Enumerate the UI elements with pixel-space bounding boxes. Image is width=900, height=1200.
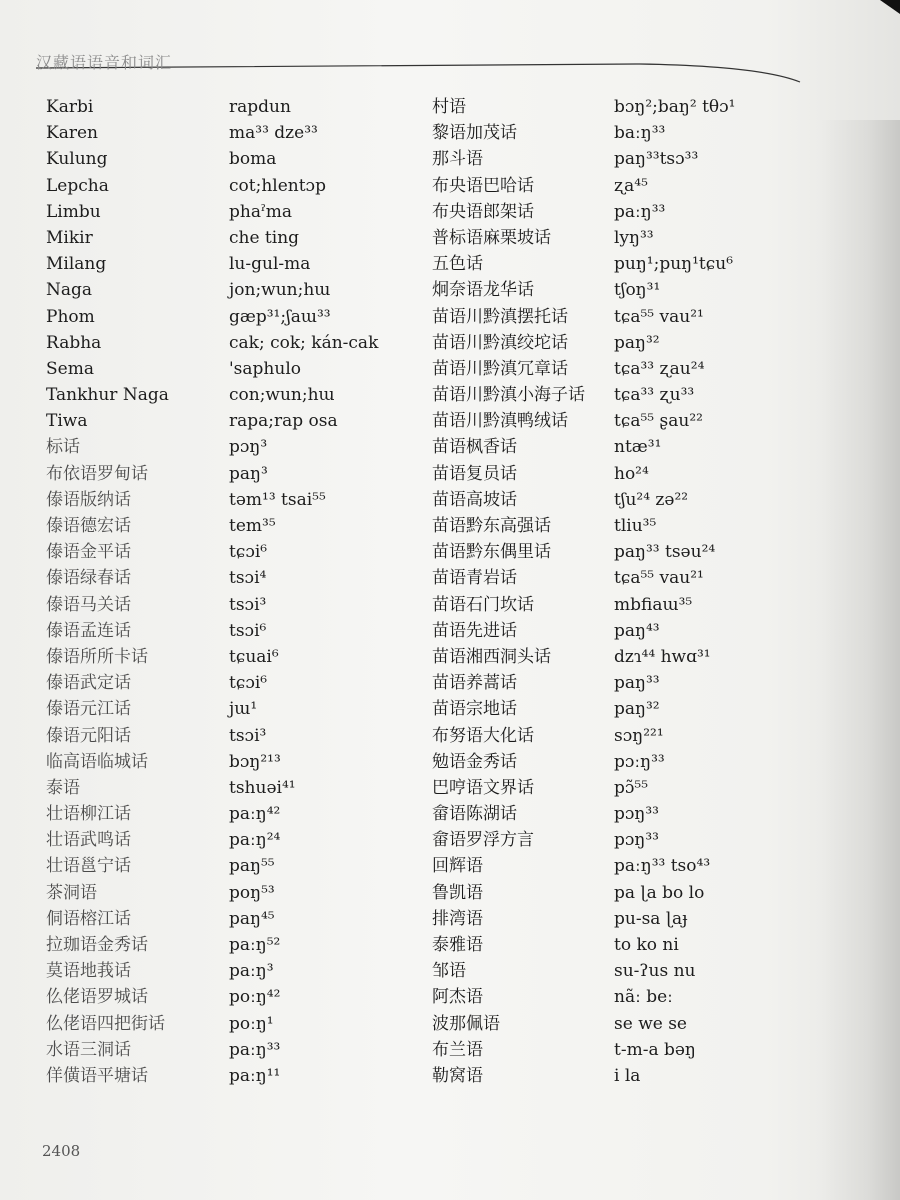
word-form: pɔːŋ³³: [614, 751, 665, 772]
word-form: cak; cok; kán-cak: [229, 332, 379, 353]
language-name: Milang: [46, 254, 107, 275]
word-form: pa ɭa bo lo: [614, 882, 705, 903]
word-form: gæp³¹;ʃaɯ³³: [229, 306, 331, 327]
language-name: 傣语版纳话: [46, 489, 131, 510]
word-form: pu-sa ɭaɟ: [614, 908, 688, 929]
language-name: 苗语枫香话: [432, 437, 517, 458]
word-form: baːŋ³³: [614, 123, 666, 144]
word-form: paŋ³³: [614, 673, 660, 694]
language-name: 苗语川黔滇冗章话: [432, 358, 568, 379]
word-form: paːŋ⁴²: [229, 804, 281, 825]
word-form: rapdun: [229, 97, 291, 117]
word-form: mbfiaɯ³⁵: [614, 594, 693, 615]
page-gutter-shadow: [820, 120, 900, 1200]
language-name: 仫佬语四把街话: [46, 1013, 165, 1034]
word-form: paːŋ⁵²: [229, 935, 281, 955]
word-form: pɔŋ³³: [614, 830, 659, 851]
left-language-column: [46, 94, 216, 1089]
language-name: 布兰语: [432, 1039, 483, 1060]
language-name: Mikir: [46, 227, 93, 248]
word-form: tɕa⁵⁵ vau²¹: [614, 568, 704, 589]
language-name: 莫语地莪话: [46, 961, 131, 982]
word-form: paːŋ¹¹: [229, 1065, 281, 1086]
word-form: cot;hlentɔp: [229, 175, 326, 196]
language-name: 壮语武鸣话: [46, 830, 131, 851]
language-name: 布努语大化话: [432, 725, 534, 746]
word-form: t-m-a bəŋ: [614, 1039, 696, 1060]
right-form-column: [614, 94, 814, 1089]
language-name: 水语三洞话: [46, 1039, 131, 1060]
left-form-column: [229, 94, 419, 1089]
language-name: 苗语石门坎话: [432, 594, 534, 615]
word-form: poːŋ¹: [229, 1013, 274, 1034]
language-name: 泰雅语: [432, 935, 483, 955]
word-form: tɕuai⁶: [229, 646, 279, 667]
word-form: tɕɔi⁶: [229, 542, 268, 563]
word-form: ho²⁴: [614, 463, 649, 484]
language-name: 鲁凯语: [432, 882, 483, 903]
word-form: paːŋ³³ tso⁴³: [614, 856, 711, 877]
word-form: jon;wun;hɯ: [229, 280, 331, 301]
word-form: tɕa⁵⁵ vau²¹: [614, 306, 704, 327]
language-name: 傣语德宏话: [46, 516, 131, 536]
language-name: Tiwa: [46, 411, 88, 432]
language-name: 壮语柳江话: [46, 804, 131, 825]
language-name: 标话: [46, 437, 80, 458]
language-name: Naga: [46, 280, 93, 301]
word-form: paŋ³: [229, 463, 268, 484]
page-number: 2408: [42, 1142, 81, 1160]
language-name: 苗语青岩话: [432, 568, 517, 589]
language-name: 勉语金秀话: [432, 751, 517, 772]
language-name: Tankhur Naga: [46, 385, 169, 406]
right-language-column: [432, 94, 612, 1089]
language-name: 勒窝语: [432, 1065, 483, 1086]
language-name: 普标语麻栗坡话: [432, 227, 551, 248]
language-name: 壮语邕宁话: [46, 856, 131, 877]
language-name: 傣语金平话: [46, 542, 131, 563]
word-form: i la: [614, 1065, 641, 1086]
language-name: 苗语川黔滇小海子话: [432, 385, 585, 406]
word-form: to ko ni: [614, 935, 679, 955]
word-form: tɕa³³ ʐu³³: [614, 385, 695, 406]
language-name: 苗语宗地话: [432, 699, 517, 720]
word-form: phaˀma: [229, 201, 292, 222]
word-form: su-ʔus nu: [614, 961, 696, 982]
word-form: lu-gul-ma: [229, 254, 311, 275]
word-form: rapa;rap osa: [229, 411, 338, 432]
language-name: 布央语巴哈话: [432, 175, 534, 196]
word-form: təm¹³ tsai⁵⁵: [229, 489, 326, 510]
language-name: Lepcha: [46, 175, 109, 196]
language-name: 炯奈语龙华话: [432, 280, 534, 301]
word-form: paːŋ³: [229, 961, 274, 982]
language-name: 苗语黔东偶里话: [432, 542, 551, 563]
word-form: ntæ³¹: [614, 437, 662, 458]
language-name: 佯僙语平塘话: [46, 1065, 148, 1086]
word-form: se we se: [614, 1013, 687, 1034]
language-name: 苗语湘西洞头话: [432, 646, 551, 667]
word-form: pɔŋ³³: [614, 804, 659, 825]
word-form: paŋ³³ tsəu²⁴: [614, 542, 716, 563]
word-form: paːŋ³³: [229, 1039, 281, 1060]
language-name: 傣语孟连话: [46, 620, 131, 641]
language-name: 苗语高坡话: [432, 489, 517, 510]
language-name: 布央语郎架话: [432, 201, 534, 222]
language-name: Kulung: [46, 149, 108, 170]
word-form: jɯ¹: [229, 699, 258, 720]
word-form: paŋ³³tsɔ³³: [614, 149, 699, 170]
word-form: ʐa⁴⁵: [614, 175, 648, 196]
word-form: tsɔi⁶: [229, 620, 267, 641]
language-name: Rabha: [46, 332, 102, 353]
word-form: con;wun;hɯ: [229, 385, 335, 406]
language-name: 傣语马关话: [46, 594, 131, 615]
language-name: 临高语临城话: [46, 751, 148, 772]
word-form: paŋ⁵⁵: [229, 856, 275, 877]
word-form: tʃoŋ³¹: [614, 280, 661, 301]
word-form: tsɔi³: [229, 725, 267, 746]
word-form: pɔ̃⁵⁵: [614, 777, 649, 798]
language-name: 畲语罗浮方言: [432, 830, 534, 851]
word-form: pɔŋ³: [229, 437, 268, 458]
language-name: 村语: [432, 97, 466, 117]
word-form: ma³³ dze³³: [229, 123, 318, 144]
language-name: 黎语加茂话: [432, 123, 517, 144]
language-name: 茶洞语: [46, 882, 97, 903]
word-form: tem³⁵: [229, 516, 276, 536]
word-form: nãː beː: [614, 987, 673, 1008]
word-form: tsɔi⁴: [229, 568, 267, 589]
language-name: 傣语武定话: [46, 673, 131, 694]
language-name: 邹语: [432, 961, 466, 982]
language-name: 苗语养蒿话: [432, 673, 517, 694]
word-form: che ting: [229, 227, 300, 248]
language-name: 傣语绿春话: [46, 568, 131, 589]
language-name: 泰语: [46, 777, 80, 798]
running-header: 汉藏语语音和词汇: [36, 53, 173, 72]
language-name: 巴哼语文界话: [432, 777, 534, 798]
language-name: 布依语罗甸话: [46, 463, 148, 484]
language-name: Sema: [46, 358, 94, 379]
word-form: puŋ¹;puŋ¹tɕu⁶: [614, 254, 734, 275]
language-name: 苗语先进话: [432, 620, 517, 641]
word-form: boma: [229, 149, 277, 170]
language-name: 仫佬语罗城话: [46, 987, 148, 1008]
word-form: tʃu²⁴ zə²²: [614, 489, 689, 510]
language-name: 那斗语: [432, 149, 483, 170]
word-form: paŋ⁴³: [614, 620, 660, 641]
word-form: paŋ³²: [614, 699, 660, 720]
word-form: bɔŋ²¹³: [229, 751, 281, 772]
language-name: 畲语陈湖话: [432, 804, 517, 825]
word-form: paːŋ²⁴: [229, 830, 281, 851]
language-name: 傣语元阳话: [46, 725, 131, 746]
language-name: 回辉语: [432, 856, 483, 877]
language-name: Karbi: [46, 97, 94, 117]
word-form: poːŋ⁴²: [229, 987, 281, 1008]
language-name: 侗语榕江话: [46, 908, 131, 929]
word-form: poŋ⁵³: [229, 882, 275, 903]
language-name: 苗语川黔滇绞坨话: [432, 332, 568, 353]
word-form: tliu³⁵: [614, 516, 657, 536]
language-name: 苗语黔东高强话: [432, 516, 551, 536]
word-form: sɔŋ²²¹: [614, 725, 664, 746]
word-form: tɕa³³ ʐau²⁴: [614, 358, 705, 379]
word-form: lyŋ³³: [614, 227, 654, 248]
word-form: tshuəi⁴¹: [229, 777, 296, 798]
word-form: bɔŋ²;baŋ² tθɔ¹: [614, 97, 736, 117]
word-form: paŋ³²: [614, 332, 660, 353]
word-form: paːŋ³³: [614, 201, 666, 222]
word-form: dzɿ⁴⁴ hwɑ³¹: [614, 646, 711, 667]
language-name: Phom: [46, 306, 95, 327]
language-name: 傣语元江话: [46, 699, 131, 720]
language-name: Karen: [46, 123, 98, 144]
language-name: 波那佩语: [432, 1013, 500, 1034]
language-name: 傣语所所卡话: [46, 646, 148, 667]
language-name: 排湾语: [432, 908, 483, 929]
language-name: 苗语川黔滇摆托话: [432, 306, 568, 327]
word-form: tsɔi³: [229, 594, 267, 615]
word-form: paŋ⁴⁵: [229, 908, 275, 929]
language-name: 五色话: [432, 254, 483, 275]
language-name: 拉珈语金秀话: [46, 935, 148, 955]
language-name: 阿杰语: [432, 987, 483, 1008]
language-name: 苗语川黔滇鸭绒话: [432, 411, 568, 432]
language-name: 苗语复员话: [432, 463, 517, 484]
word-form: 'saphulo: [229, 358, 301, 379]
language-name: Limbu: [46, 201, 101, 222]
word-form: tɕɔi⁶: [229, 673, 268, 694]
word-form: tɕa⁵⁵ ʂau²²: [614, 411, 703, 432]
